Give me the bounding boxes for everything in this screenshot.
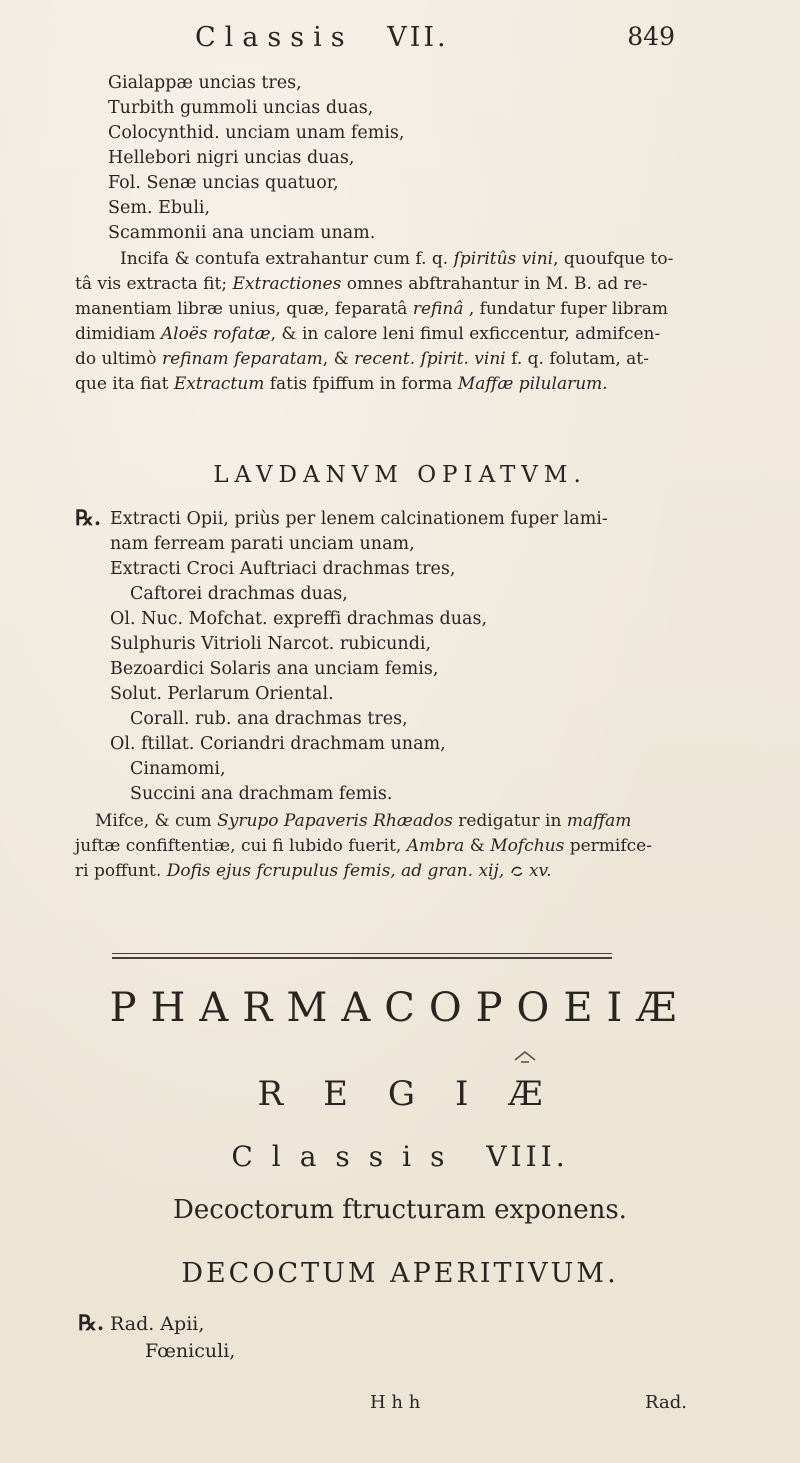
catchword: Rad.: [645, 1392, 687, 1413]
paragraph-line: manentiam libræ unius, quæ, feparatâ refinâ , fundatur fuper libram: [75, 299, 669, 319]
section-class: Classis VIII.: [231, 1140, 569, 1173]
ingredient-line: Rad. Apii,: [110, 1313, 205, 1335]
ingredient-line: Sem. Ebuli,: [108, 198, 211, 218]
recipe-title: LAVDANVM OPIATVM.: [213, 462, 587, 488]
rx-symbol: ℞.: [78, 1310, 105, 1335]
section-subtitle: REGIÆ: [257, 1074, 583, 1114]
ingredient-line: Colocynthid. unciam unam femis,: [108, 123, 405, 143]
page-number: 849: [627, 22, 675, 51]
ingredient-line: Hellebori nigri uncias duas,: [108, 148, 355, 168]
signature-mark: H h h: [370, 1392, 421, 1413]
ingredient-line: Fœniculi,: [145, 1340, 236, 1362]
section-description: Decoctorum ftructuram exponens.: [173, 1195, 627, 1225]
ingredient-line: Caftorei drachmas duas,: [130, 584, 348, 604]
ingredient-line: Ol. Nuc. Mofchat. expreffi drachmas duas,: [110, 609, 488, 629]
ingredient-line: Bezoardici Solaris ana unciam femis,: [110, 659, 439, 679]
ingredient-line: Extracti Croci Auftriaci drachmas tres,: [110, 559, 456, 579]
paragraph-line: tâ vis extracta fit; Extractiones omnes abftrahantur in M. B. ad re-: [75, 274, 648, 294]
ingredient-line: Corall. rub. ana drachmas tres,: [130, 709, 408, 729]
paragraph-line: do ultimò refinam feparatam, & recent. ſpirit. vini f. q. folutam, at-: [75, 349, 649, 369]
ingredient-line: Ol. ftillat. Coriandri drachmam unam,: [110, 734, 446, 754]
paragraph-line: Incifa & contufa extrahantur cum f. q. ſpiritûs vini, quoufque to-: [120, 249, 674, 269]
recipe-title: DECOCTUM APERITIVUM.: [181, 1258, 619, 1289]
ingredient-line: Solut. Perlarum Oriental.: [110, 684, 334, 704]
ingredient-line: Scammonii ana unciam unam.: [108, 223, 376, 243]
ingredient-line: Fol. Senæ uncias quatuor,: [108, 173, 339, 193]
ingredient-line: Succini ana drachmam femis.: [130, 784, 393, 804]
ornament-icon: [513, 1050, 537, 1068]
header-class-number: VII.: [387, 22, 449, 53]
rx-symbol: ℞.: [75, 505, 102, 530]
section-rule: [112, 953, 612, 959]
scruple-symbol: [510, 861, 524, 881]
ingredient-line: Cinamomi,: [130, 759, 226, 779]
paragraph-line: ri poffunt. Dofis ejus fcrupulus femis, ad gran. xij, xv.: [75, 861, 552, 881]
ingredient-line: Gialappæ uncias tres,: [108, 73, 302, 93]
ingredient-line: Sulphuris Vitrioli Narcot. rubicundi,: [110, 634, 432, 654]
ingredient-line: Turbith gummoli uncias duas,: [108, 98, 374, 118]
paragraph-line: juftæ confiftentiæ, cui fi lubido fuerit, Ambra & Mofchus permifce-: [75, 836, 652, 856]
header-class-word: Classis: [195, 22, 354, 53]
paragraph-line: que ita fiat Extractum fatis fpiffum in forma Maffæ pilularum.: [75, 374, 608, 394]
ingredient-line: nam ferream parati unciam unam,: [110, 534, 415, 554]
paragraph-line: Mifce, & cum Syrupo Papaveris Rhæados redigatur in maffam: [95, 811, 632, 831]
paragraph-line: dimidiam Aloës rofatæ, & in calore leni fimul exficcentur, admifcen-: [75, 324, 661, 344]
ingredient-line: Extracti Opii, priùs per lenem calcinationem fuper lami-: [110, 509, 608, 529]
section-title: PHARMACOPOEIÆ: [109, 985, 691, 1031]
running-header: [195, 22, 675, 53]
